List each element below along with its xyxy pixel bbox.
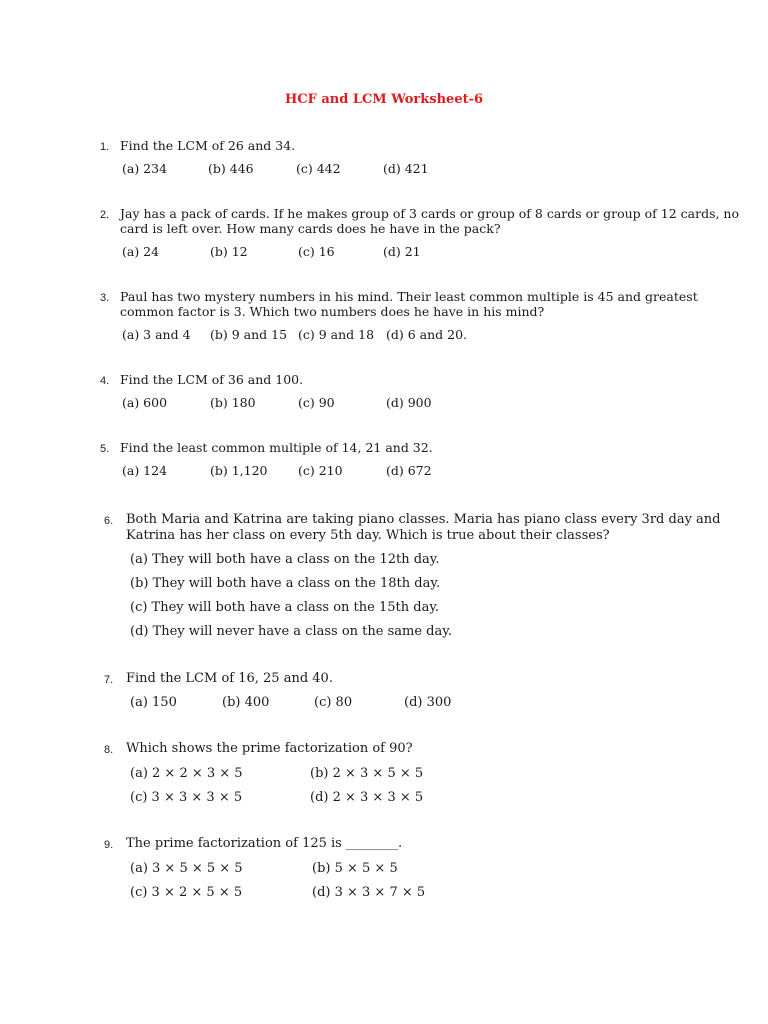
option-c: (c) 9 and 18 xyxy=(298,327,375,342)
question-number: 9. xyxy=(104,839,114,851)
option-b: (b) They will both have a class on the 18th day. xyxy=(130,576,441,591)
question-text-line-1: Both Maria and Katrina are taking piano classes. Maria has piano class every 3rd day and xyxy=(126,512,721,527)
question-text-line-2: card is left over. How many cards does he have in the pack? xyxy=(120,221,501,236)
option-b: (b) 446 xyxy=(208,161,254,176)
question-text: Find the LCM of 26 and 34. xyxy=(120,138,296,153)
option-a: (a) 234 xyxy=(122,161,168,176)
option-c: (c) 80 xyxy=(314,695,353,710)
question-number: 5. xyxy=(100,443,110,455)
question-text-line-2: common factor is 3. Which two numbers does he have in his mind? xyxy=(120,304,545,319)
option-c: (c) 90 xyxy=(298,395,335,410)
question-text-line-1: Paul has two mystery numbers in his mind. Their least common multiple is 45 and greatest xyxy=(120,289,698,304)
option-c: (c) 210 xyxy=(298,463,343,478)
option-d: (d) 900 xyxy=(386,395,432,410)
option-b: (b) 180 xyxy=(210,395,256,410)
question-text: Find the LCM of 16, 25 and 40. xyxy=(126,671,333,686)
option-d: (d) 2 × 3 × 3 × 5 xyxy=(310,790,424,805)
question-number: 6. xyxy=(104,515,114,527)
option-b: (b) 12 xyxy=(210,244,248,259)
option-b: (b) 400 xyxy=(222,695,270,710)
question-text-line-2: Katrina has her class on every 5th day. Which is true about their classes? xyxy=(126,528,610,543)
option-b: (b) 1,120 xyxy=(210,463,268,478)
option-b: (b) 2 × 3 × 5 × 5 xyxy=(310,766,424,781)
option-a: (a) 2 × 2 × 3 × 5 xyxy=(130,766,243,781)
question-text: Find the LCM of 36 and 100. xyxy=(120,372,304,387)
question-number: 4. xyxy=(100,375,110,387)
option-d: (d) 421 xyxy=(383,161,429,176)
question-number: 1. xyxy=(100,141,110,153)
option-a: (a) 150 xyxy=(130,695,177,710)
option-c: (c) 3 × 3 × 3 × 5 xyxy=(130,790,243,805)
question-text: Find the least common multiple of 14, 21 and 32. xyxy=(120,440,433,455)
option-b: (b) 5 × 5 × 5 xyxy=(312,861,398,876)
question-text: Which shows the prime factorization of 90? xyxy=(126,741,413,756)
option-d: (d) 21 xyxy=(383,244,421,259)
option-a: (a) 124 xyxy=(122,463,168,478)
question-number: 3. xyxy=(100,292,110,304)
option-a: (a) 24 xyxy=(122,244,160,259)
option-c: (c) 3 × 2 × 5 × 5 xyxy=(130,885,243,900)
option-a: (a) 3 × 5 × 5 × 5 xyxy=(130,861,243,876)
option-c: (c) They will both have a class on the 15th day. xyxy=(130,600,440,615)
option-a: (a) 3 and 4 xyxy=(122,327,191,342)
option-a: (a) 600 xyxy=(122,395,168,410)
option-d: (d) 6 and 20. xyxy=(386,327,468,342)
question-text: The prime factorization of 125 is ________. xyxy=(126,836,403,851)
question-number: 8. xyxy=(104,744,114,756)
option-c: (c) 442 xyxy=(296,161,341,176)
option-d: (d) 300 xyxy=(404,695,452,710)
question-number: 2. xyxy=(100,209,110,221)
option-b: (b) 9 and 15 xyxy=(210,327,288,342)
option-d: (d) 672 xyxy=(386,463,432,478)
worksheet-title: HCF and LCM Worksheet-6 xyxy=(284,92,484,107)
option-d: (d) 3 × 3 × 7 × 5 xyxy=(312,885,426,900)
question-text-line-1: Jay has a pack of cards. If he makes group of 3 cards or group of 8 cards or group of 12 cards, no xyxy=(120,206,740,221)
option-d: (d) They will never have a class on the same day. xyxy=(130,624,452,639)
question-number: 7. xyxy=(104,674,114,686)
option-c: (c) 16 xyxy=(298,244,335,259)
option-a: (a) They will both have a class on the 12th day. xyxy=(130,552,440,567)
